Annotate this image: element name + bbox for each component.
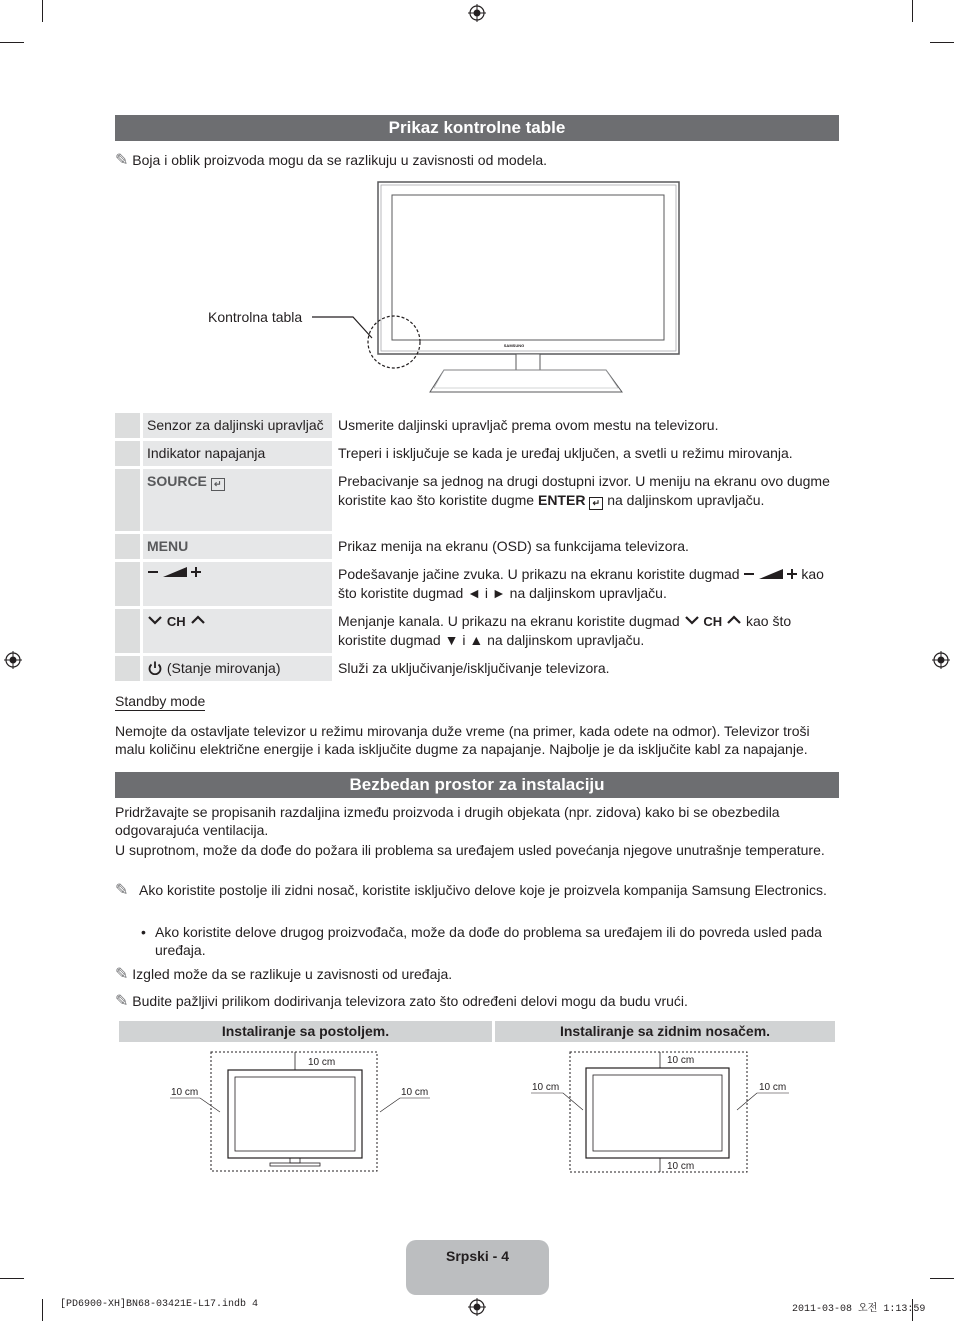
pencil-note-icon: ✎ [115, 993, 129, 1010]
control-panel-table [115, 410, 839, 684]
crop-mark [930, 42, 954, 43]
standby-text: Nemojte da ostavljate televizor u režimu mirovanja duže vreme (na primer, kada odete na odmor). Televizor troši malu količinu električne energije i kada isključite dugme za napajanje. Najbolje je da isključite kabl za napajanje. [115, 723, 810, 757]
crop-mark [930, 1278, 954, 1279]
control-label: Senzor za daljinski upravljač [140, 413, 332, 438]
chevron-up-icon [726, 614, 742, 626]
pencil-note-icon: ✎ [115, 966, 129, 983]
control-description: Podešavanje jačine zvuka. U prikazu na ekranu koristite dugmad kao što koristite dugmad ◄ i ► na daljinskom upravljaču. [338, 566, 824, 601]
table-row [115, 413, 839, 438]
page-number-tab: Srpski - 4 [406, 1240, 549, 1295]
bullet-other-parts: Ako koristite delove drugog proizvođača, može da dođe do problema sa uređajem ili do povreda usled pada uređaja. [155, 924, 822, 958]
volume-icon [147, 566, 201, 582]
tv-front-illustration [200, 180, 690, 395]
volume-icon [743, 567, 797, 581]
crop-mark [42, 1299, 43, 1321]
enter-icon: ↵ [589, 497, 603, 510]
table-row [115, 656, 839, 681]
crop-mark [0, 42, 24, 43]
bullet-icon: • [141, 924, 146, 940]
pencil-note-icon: ✎ [115, 882, 129, 899]
section-title-installation-space: Bezbedan prostor za instalaciju [115, 772, 839, 798]
distance-label: 10 cm [532, 1082, 560, 1093]
table-row [115, 469, 839, 531]
control-label-power: (Stanje mirovanja) [140, 656, 332, 681]
note-hot-parts: ✎ Budite pažljivi prilikom dodirivanja televizora zato što određeni delovi mogu da budu vrući. [115, 993, 688, 1010]
control-description: Usmerite daljinski upravljač prema ovom mestu na televizoru. [338, 417, 719, 433]
install-paragraph: U suprotnom, može da dođe do požara ili problema sa uređajem usled povećanja njegove unutrašnje temperature. [115, 842, 825, 858]
table-row [115, 562, 839, 606]
footer-timestamp: 2011-03-08 오전 1:13:59 [792, 1304, 926, 1315]
wall-install-heading: Instaliranje sa zidnim nosačem. [495, 1021, 835, 1042]
control-description: Služi za uključivanje/isključivanje televizora. [338, 660, 610, 676]
control-label-menu: MENU [140, 534, 332, 559]
control-description: Prebacivanje sa jednog na drugi dostupni izvor. U meniju na ekranu ovo dugme koristite kao što koristite dugme ENTER ↵ na daljinskom upravljaču. [338, 473, 830, 508]
note-model-variation: ✎ Boja i oblik proizvoda mogu da se razlikuju u zavisnosti od modela. [115, 152, 548, 169]
stand-install-heading: Instaliranje sa postoljem. [119, 1021, 492, 1042]
pencil-note-icon: ✎ [115, 152, 129, 169]
control-label-volume [140, 562, 332, 606]
registration-mark-icon [468, 1298, 486, 1316]
tv-brand-logo: SAMSUNG [503, 343, 525, 348]
wall-install-diagram [525, 1048, 815, 1176]
table-row [115, 534, 839, 559]
control-panel-callout-label: Kontrolna tabla [208, 309, 303, 325]
chevron-up-icon [190, 614, 206, 626]
chevron-down-icon [147, 614, 163, 626]
crop-mark [912, 0, 913, 22]
distance-label: 10 cm [171, 1087, 199, 1098]
distance-label: 10 cm [401, 1087, 429, 1098]
chevron-down-icon [684, 614, 700, 626]
table-row [115, 609, 839, 653]
control-label-source: SOURCE ↵ [140, 469, 332, 531]
table-row [115, 441, 839, 466]
distance-label: 10 cm [759, 1082, 787, 1093]
control-label-channel: CH [140, 609, 332, 653]
distance-label: 10 cm [308, 1057, 336, 1068]
control-label: Indikator napajanja [140, 441, 332, 466]
install-paragraph: Pridržavajte se propisanih razdaljina između proizvoda i drugih objekata (npr. zidova) kako bi se obezbedila odgovarajuća ventilacija. [115, 804, 780, 838]
power-icon [147, 661, 163, 675]
control-description: Menjanje kanala. U prikazu na ekranu koristite dugmad CH kao što koristite dugmad ▼ i ▲ na daljinskom upravljaču. [338, 613, 792, 648]
footer-file-info: [PD6900-XH]BN68-03421E-L17.indb 4 [60, 1299, 259, 1310]
source-enter-icon: ↵ [211, 478, 225, 491]
distance-label: 10 cm [667, 1161, 695, 1172]
registration-mark-icon [4, 651, 22, 669]
note-samsung-parts: Ako koristite postolje ili zidni nosač, koristite isključivo delove koje je proizvela kompanija Samsung Electronics. [139, 882, 827, 898]
control-description: Prikaz menija na ekranu (OSD) sa funkcijama televizora. [338, 538, 689, 554]
note-appearance: ✎ Izgled može da se razlikuje u zavisnosti od uređaja. [115, 966, 453, 983]
distance-label: 10 cm [667, 1055, 695, 1066]
control-description: Treperi i isključuje se kada je uređaj uključen, a svetli u režimu mirovanja. [338, 445, 793, 461]
standby-heading: Standby mode [115, 693, 206, 709]
crop-mark [42, 0, 43, 22]
registration-mark-icon [932, 651, 950, 669]
stand-install-diagram [160, 1048, 450, 1176]
crop-mark [0, 1278, 24, 1279]
section-title-control-panel: Prikaz kontrolne table [115, 115, 839, 141]
registration-mark-icon [468, 4, 486, 22]
